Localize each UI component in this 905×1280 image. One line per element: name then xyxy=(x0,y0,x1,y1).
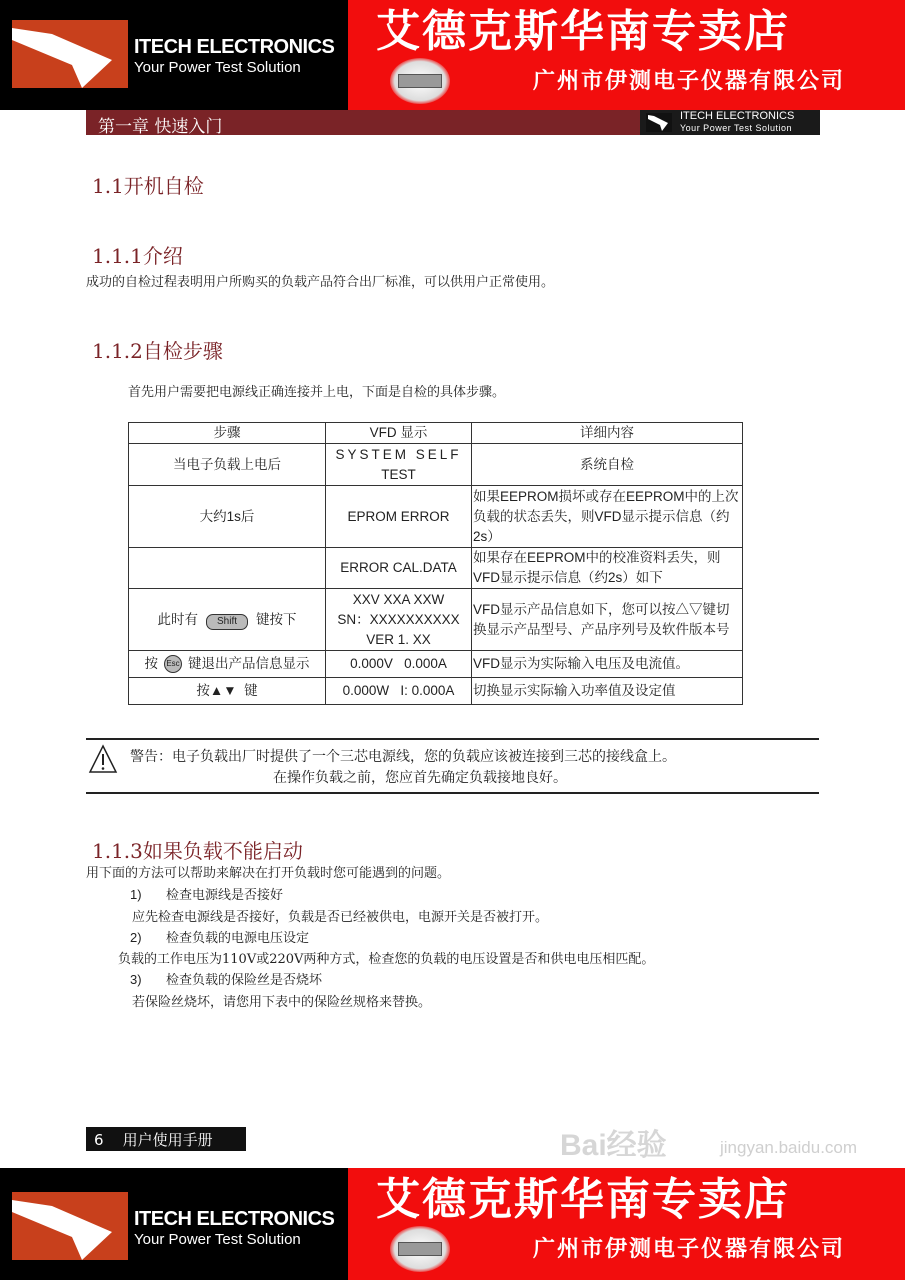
steps-intro: 首先用户需要把电源线正确连接并上电，下面是自检的具体步骤。 xyxy=(128,385,506,400)
vfd-cell: 0.000V 0.000A xyxy=(326,651,472,678)
section-heading-1-1: 1.1开机自检 xyxy=(92,174,204,198)
vfd-line: TEST xyxy=(381,466,416,482)
table-row xyxy=(129,486,743,548)
page-footer xyxy=(86,1127,246,1151)
section-heading-1-1-3: 1.1.3如果负载不能启动 xyxy=(92,839,303,863)
intro-text: 成功的自检过程表明用户所购买的负载产品符合出厂标准，可以供用户正常使用。 xyxy=(86,275,555,290)
table-header xyxy=(129,423,743,444)
item-title: 检查负载的保险丝是否烧坏 xyxy=(166,973,323,988)
detail-cell: 系统自检 xyxy=(472,444,743,486)
itech-arrow-icon xyxy=(646,113,672,132)
table-row xyxy=(129,589,743,651)
brand-name: ITECH ELECTRONICS xyxy=(134,36,335,58)
vfd-cell: EPROM ERROR xyxy=(326,486,472,548)
item-text: 负载的工作电压为110V或220V两种方式，检查您的负载的电压设置是否和供电电压相匹配。 xyxy=(118,952,655,967)
bottom-banner xyxy=(0,1168,905,1280)
top-banner xyxy=(0,0,905,110)
vfd-cell: ERROR CAL.DATA xyxy=(326,548,472,589)
item-number: 3) xyxy=(130,972,142,987)
item-text: 应先检查电源线是否接好，负载是否已经被供电，电源开关是否被打开。 xyxy=(132,910,549,925)
list-item xyxy=(130,969,322,988)
shop-name: 艾德克斯华南专卖店 xyxy=(376,1174,790,1225)
step-cell xyxy=(129,548,326,589)
list-item xyxy=(130,927,309,946)
step-text: 按 xyxy=(144,656,158,671)
brand-tagline: Your Power Test Solution xyxy=(134,59,301,76)
self-test-table xyxy=(128,422,743,705)
baidu-watermark: Bai经验 xyxy=(560,1129,667,1162)
brand-tagline: Your Power Test Solution xyxy=(134,1231,301,1248)
company-name: 广州市伊测电子仪器有限公司 xyxy=(533,69,846,94)
esc-key-icon: Esc xyxy=(164,655,182,673)
chapter-title: 第一章 快速入门 xyxy=(98,117,223,137)
section-heading-1-1-2: 1.1.2自检步骤 xyxy=(92,339,223,363)
header-detail: 详细内容 xyxy=(472,423,743,444)
table-row xyxy=(129,548,743,589)
shift-key-icon: Shift xyxy=(206,614,248,630)
table-row xyxy=(129,678,743,705)
detail-cell: VFD显示产品信息如下，您可以按△▽键切换显示产品型号、产品序列号及软件版本号 xyxy=(472,589,743,651)
page-number: 6 xyxy=(94,1131,104,1149)
header-step: 步骤 xyxy=(129,423,326,444)
vfd-cell xyxy=(326,589,472,651)
troubleshoot-intro: 用下面的方法可以帮助来解决在打开负载时您可能遇到的问题。 xyxy=(86,866,451,881)
itech-logo-icon xyxy=(12,1192,128,1260)
step-text: 键退出产品信息显示 xyxy=(188,656,310,671)
item-title: 检查电源线是否接好 xyxy=(166,888,284,903)
vfd-cell: 0.000W I: 0.000A xyxy=(326,678,472,705)
vfd-line: SN：XXXXXXXXXX xyxy=(337,611,460,627)
item-number: 1) xyxy=(130,887,142,902)
table-row xyxy=(129,651,743,678)
section-heading-1-1-1: 1.1.1介绍 xyxy=(92,244,183,268)
table-row xyxy=(129,444,743,486)
step-cell: 大约1s后 xyxy=(129,486,326,548)
logo-line2: Your Power Test Solution xyxy=(680,123,793,133)
item-title: 检查负载的电源电压设定 xyxy=(166,931,310,946)
device-image xyxy=(390,1226,450,1272)
warning-line1: 警告：电子负载出厂时提供了一个三芯电源线，您的负载应该被连接到三芯的接线盒上。 xyxy=(130,749,676,765)
step-cell: 当电子负载上电后 xyxy=(129,444,326,486)
step-text: 键按下 xyxy=(256,611,297,627)
brand-name: ITECH ELECTRONICS xyxy=(134,1208,335,1230)
warning-box xyxy=(86,738,819,794)
detail-cell: 如果EEPROM损坏或存在EEPROM中的上次负载的状态丢失，则VFD显示提示信息（约2s） xyxy=(472,486,743,548)
detail-cell: VFD显示为实际输入电压及电流值。 xyxy=(472,651,743,678)
detail-cell: 如果存在EEPROM中的校准资料丢失，则VFD显示提示信息（约2s）如下 xyxy=(472,548,743,589)
company-name: 广州市伊测电子仪器有限公司 xyxy=(533,1237,846,1262)
item-number: 2) xyxy=(130,930,142,945)
chapter-bar xyxy=(86,110,820,135)
itech-logo-icon xyxy=(12,20,128,88)
step-text: 此时有 xyxy=(157,611,198,627)
step-cell: 按▲▼ 键 xyxy=(129,678,326,705)
step-cell xyxy=(129,589,326,651)
vfd-line: VER 1. XX xyxy=(366,631,431,647)
vfd-cell xyxy=(326,444,472,486)
warning-icon xyxy=(88,744,118,774)
vfd-line: XXV XXA XXW xyxy=(352,591,445,607)
shop-name: 艾德克斯华南专卖店 xyxy=(376,6,790,57)
detail-cell: 切换显示实际输入功率值及设定值 xyxy=(472,678,743,705)
manual-title: 用户使用手册 xyxy=(122,1131,213,1149)
vfd-line: SYSTEM SELF xyxy=(335,446,462,462)
item-text: 若保险丝烧坏，请您用下表中的保险丝规格来替换。 xyxy=(132,995,432,1010)
watermark-url: jingyan.baidu.com xyxy=(720,1138,858,1157)
warning-line2: 在操作负载之前，您应首先确定负载接地良好。 xyxy=(273,770,567,786)
device-image xyxy=(390,58,450,104)
logo-line1: ITECH ELECTRONICS xyxy=(680,110,795,122)
header-vfd: VFD 显示 xyxy=(326,423,472,444)
list-item xyxy=(130,884,283,903)
step-cell xyxy=(129,651,326,678)
chapter-logo xyxy=(640,110,820,135)
